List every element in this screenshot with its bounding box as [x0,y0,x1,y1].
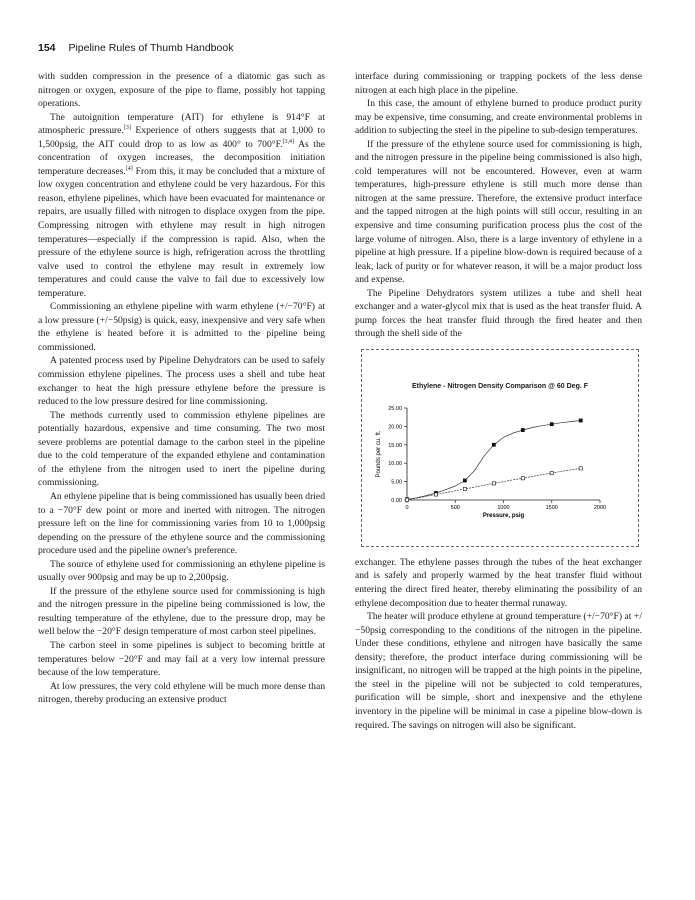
y-tick-label: 25.00 [388,405,402,412]
paragraph: The carbon steel in some pipelines is subject to becoming brittle at temperatures below −20°F and may fail at a very low internal pressure because of the low temperature. [38,639,325,679]
density-chart [362,350,638,546]
series-ethylene [405,419,582,501]
paragraph: with sudden compression in the presence of a diatomic gas such as nitrogen or oxygen, exposure of the pipe to flame, possibly hot tapping operations. [38,71,325,110]
x-tick-label: 0 [405,504,409,511]
right-column-bottom-text [355,556,642,732]
nitrogen-point [405,498,408,501]
nitrogen-point [579,467,582,470]
ethylene-point [579,419,582,422]
left-column [38,70,325,707]
ethylene-point [463,479,466,482]
chart-title: Ethylene - Nitrogen Density Comparison @ 60 Deg. F [411,382,589,390]
chart-axes [376,406,606,519]
series-nitrogen [405,467,582,502]
page-number: 154 [38,42,56,54]
paragraph: interface during commissioning or trapping pockets of the less dense nitrogen at each high place in the pipeline. [355,71,642,96]
y-axis-label: Pounds per cu. ft. [376,430,382,478]
paragraph: A patented process used by Pipeline Dehydrators can be used to safely commission ethylene pipelines. The process uses a shell and tube heat exchanger to heat the high pressure ethylene before the pressure is reduced to the low pressure desired for line commissioning. [38,355,325,408]
paragraph: The Pipeline Dehydrators system utilizes a tube and shell heat exchanger and a water-glycol mix that is used as the heat transfer fluid. A pump forces the heat transfer fluid through the fired heater and then through the shell side of the [355,287,642,340]
paragraph: The methods currently used to commission ethylene pipelines are potentially hazardous, expensive and time consuming. The two most severe problems are potential damage to the carbon steel in the pipeline due to the cold temperature of the expanded ethylene and contamination of the ethylene from the nitrogen used to inert the pipeline during commissioning. [38,409,325,489]
y-tick-label: 5.00 [391,479,402,486]
y-tick-label: 10.00 [388,461,402,468]
right-column [355,70,642,732]
x-tick-label: 1500 [545,504,558,511]
x-axis-label: Pressure, psig [482,512,525,519]
paragraph: Commissioning an ethylene pipeline with warm ethylene (+/−70°F) at a low pressure (+/−50psig) is quick, easy, inexpensive and very safe when the ethylene is heated before it is admitted to the pipeline being commissioned. [38,301,325,353]
chart-series [405,419,582,501]
paragraph: If the pressure of the ethylene source used for commissioning is high, and the nitrogen pressure in the pipeline being commissioned is also high, cold temperatures will not be encountered. However, even at warm temperatures, high-pressure ethylene is still much more dense than nitrogen at the same pressure. Therefore, the extensive product interface and the tapped nitrogen at the high points will still occur, resulting in an expensive and time consuming purification process plus the cost of the large volume of nitrogen. Also, there is a large inventory of ethylene in a pipeline at high pressure. If a pipeline blow-down is required because of a leak, lack of purity or for whatever reason, it will be a major product loss and expense. [355,138,642,286]
nitrogen-point [521,477,524,480]
nitrogen-point [492,482,495,485]
x-tick-label: 2000 [593,504,607,511]
ethylene-point [492,443,495,446]
y-tick-label: 15.00 [388,442,402,449]
paragraph: If the pressure of the ethylene source used for commissioning is high and the nitrogen pressure in the pipeline being commissioned is low, the resulting temperature of the ethylene, due to the pressure drop, may be well below the −20°F design temperature of most carbon steel pipelines. [38,585,325,638]
density-chart-figure [361,349,639,547]
page-header [38,42,233,54]
paragraph: At low pressures, the very cold ethylene will be much more dense than nitrogen, thereby producing an extensive product [38,680,325,706]
x-tick-label: 1000 [497,504,510,511]
x-tick-label: 500 [450,504,460,511]
paragraph: An ethylene pipeline that is being commissioned has usually been dried to a −70°F dew point or more and inerted with nitrogen. The nitrogen pressure left on the line for commissioning varies from 10 to 1,000psig depending on the pressure of the ethylene source and the commissioning procedure used and the pipeline owner's preference. [38,490,325,557]
nitrogen-point [550,471,553,474]
ethylene-point [550,423,553,426]
paragraph: exchanger. The ethylene passes through the tubes of the heat exchanger and is safely and properly warmed by the heat transfer fluid without entering the direct fired heater, thereby eliminating the possibility of an ethylene decomposition due to heater thermal runaway. [355,556,642,609]
ethylene-line [407,420,581,499]
ethylene-point [521,428,524,431]
right-column-top-text [355,70,642,341]
paragraph: The source of ethylene used for commissioning an ethylene pipeline is usually over 900psig and may be up to 2,200psig. [38,558,325,584]
nitrogen-point [463,487,466,490]
paragraph: The autoignition temperature (AIT) for ethylene is 914°F at atmospheric pressure.[3] Experience of others suggests that at 1,000 to 1,500psig, the AIT could drop to as low as 400° to 700°F.[3,4] As the concentration of oxygen increases, the decomposition initiation temperature decreases.[4] From this, it may be concluded that a mixture of low oxygen concentration and ethylene could be very hazardous. For this reason, ethylene pipelines, which have been evacuated for maintenance or repairs, are usually filled with nitrogen to displace oxygen from the pipe. Compressing nitrogen with ethylene may result in high nitrogen temperatures—especially if the compression is rapid. Also, when the pressure of the ethylene source is high, refrigeration across the throttling valve used to control the ethylene may result in extremely low temperatures and could cause the valve to fail due to excessively low temperature. [38,111,325,299]
y-tick-label: 20.00 [388,424,402,431]
nitrogen-point [434,493,437,496]
book-title: Pipeline Rules of Thumb Handbook [68,42,234,54]
paragraph: The heater will produce ethylene at ground temperature (+/−70°F) at +/−50psig corresponding to the conditions of the nitrogen in the pipeline. Under these conditions, ethylene and nitrogen have basically the same density; therefore, the product interface during commissioning will be insignificant, no nitrogen will be trapped at the high points in the pipeline, the steel in the pipeline will not be subjected to cold temperatures, purification will be simple, short and inexpensive and the ethylene inventory in the pipeline will be minimal in case a pipeline blow-down is required. The savings on nitrogen will also be significant. [355,611,642,731]
paragraph: In this case, the amount of ethylene burned to produce product purity may be expensive, time consuming, and create environmental problems in addition to subjecting the steel in the pipeline to sub-design temperatures. [355,98,642,137]
y-tick-label: 0.00 [391,497,402,504]
